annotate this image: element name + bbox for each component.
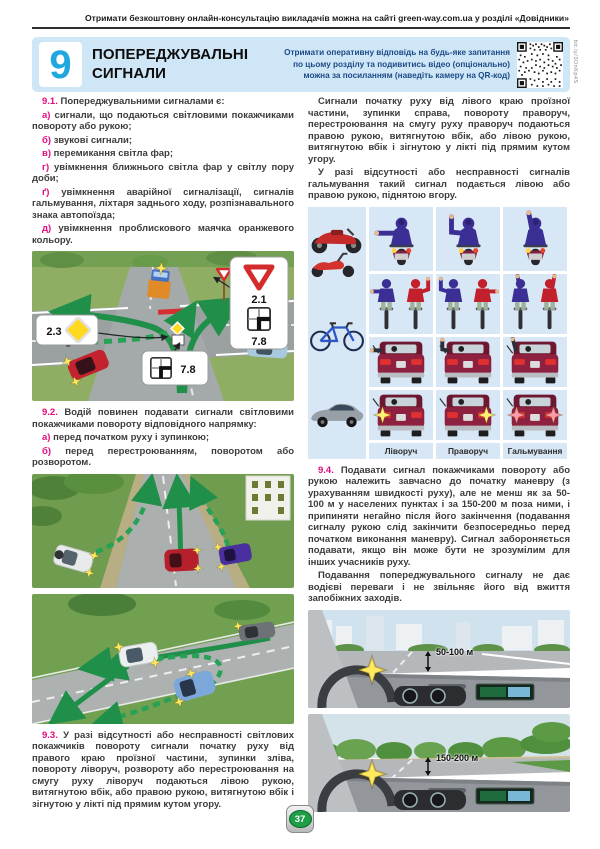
sign-label-7-8: 7.8 <box>180 364 196 376</box>
signal-cell-cyclists-right <box>436 274 500 334</box>
signal-label-left: Ліворуч <box>369 443 433 459</box>
signal-cell-cyclists-left <box>369 274 433 334</box>
top-note-text: Отримати безкоштовну онлайн-консультацію викладачів можна на сайті <box>85 13 399 23</box>
signal-cell-car-blinker-right <box>436 390 500 440</box>
qr-link-vertical: bit.ly/3OnKp4S <box>572 40 578 84</box>
top-note-site: green-way.com.ua <box>398 13 473 23</box>
para-9-1-item-g2: ґ) увімкнення аварійної сигналізації, сигналів гальмування, ліхтаря заднього ходу, розпізнавального знака автопоїзда; <box>32 186 294 221</box>
signal-cell-car-brakelights <box>503 390 567 440</box>
para-number: 9.1. <box>42 96 58 107</box>
signal-cell-moto-left <box>369 207 433 271</box>
fig-junction-turns <box>32 594 294 724</box>
car-icon <box>308 373 366 454</box>
para-9-1-item-g: г) увімкнення ближнього світла фар у світлу пору доби; <box>32 161 294 184</box>
fig-roadside-maneuvers <box>32 474 294 588</box>
para-9-4: 9.4. Подавати сигнал покажчиками повороту або рукою належить завчасно до початку маневру (з урахуванням швидкості руху), але не менш як за 50-100 м у населених пунктах і за 150-200 м поза ними, і припиняти негайно після його закінчення (подавання сигналу рукою слід закінчити безпосередньо перед початком виконання маневру). Сигнал забороняється подавати, якщо він може бути не зрозумілим для інших учасників руху. <box>308 464 571 568</box>
main-road-direction-sign-7-8 <box>248 308 270 330</box>
fig-intersection-signs <box>32 251 294 401</box>
motorcycle-icon <box>308 211 366 292</box>
signal-cell-cyclists-brake <box>503 274 567 334</box>
page-number-badge <box>286 805 314 833</box>
sign-label-2-1: 2.1 <box>251 294 267 306</box>
fig-dashboard-country <box>308 714 570 812</box>
signal-cell-car-arm-brake <box>503 337 567 387</box>
signal-cell-car-blinker-left <box>369 390 433 440</box>
chapter-title-line1: ПОПЕРЕДЖУВАЛЬНІ <box>92 46 249 63</box>
signal-cell-car-arm-left <box>369 337 433 387</box>
chapter-header <box>32 37 570 92</box>
top-note <box>85 13 569 23</box>
para-9-2-item-a: а) перед початком руху і зупинкою; <box>42 432 210 443</box>
para-9-1-item-v: в) перемикання світла фар; <box>42 148 174 159</box>
chapter-title <box>92 45 248 83</box>
sign-label-2-3: 2.3 <box>46 326 62 338</box>
para-no-advantage: Подавання попереджувального сигналу не дає водієві переваги і не звільняє його від вжиття запобіжних заходів. <box>308 570 570 604</box>
qr-note <box>284 47 510 82</box>
para-9-2-intro: 9.2. Водій повинен подавати сигнали світловими покажчиками повороту відповідного напрямку: <box>32 407 295 430</box>
bicycle-icon <box>308 292 366 373</box>
signal-cell-moto-brake <box>503 207 567 271</box>
qr-code-icon <box>517 42 563 88</box>
column-right <box>308 96 570 818</box>
para-9-1-intro: 9.1. Попереджувальними сигналами є: <box>42 96 225 107</box>
signal-label-brake: Гальмування <box>503 443 567 459</box>
building <box>246 476 290 520</box>
para-9-3: 9.3. У разі відсутності або несправності світлових покажчиків повороту сигнали початку руху від правого краю проїзної частини, зупинки зліва, повороту ліворуч, розвороту або перестроювання на смугу руху ліворуч подаються лівою рукою, витягнутою вбік, або правою рукою, витягнутою вбік і зігнутою у лікті під прямим кутом угору. <box>32 729 295 810</box>
signal-cell-moto-right <box>436 207 500 271</box>
para-hand-signals-right: Сигнали початку руху від лівого краю проїзної частини, зупинки справа, повороту праворуч, перестроювання на смугу руху праворуч подаються правою рукою, витягнутою вбік, або лівою рукою, витягнутою вбік і зігнутою у лікті під прямим кутом угору. <box>308 96 570 165</box>
top-rule <box>32 27 570 29</box>
main-road-direction-sign-7-8 <box>151 358 171 378</box>
para-9-1-item-d: д) увімкнення проблискового маячка оранжевого кольору. <box>32 223 294 246</box>
fig-dashboard-city <box>308 610 570 708</box>
chapter-number: 9 <box>49 42 72 87</box>
chapter-number-box <box>39 42 82 87</box>
qr-note-line3: можна за посиланням (наведіть камеру на QR-код) <box>303 71 510 80</box>
page-number: 37 <box>294 813 306 825</box>
vehicle-column <box>308 207 366 459</box>
para-9-2-item-b: б) перед перестроюванням, поворотом або розворотом. <box>32 445 294 468</box>
column-left <box>32 96 294 818</box>
top-note-suffix: у розділі «Довідники» <box>472 13 569 23</box>
chapter-title-line2: СИГНАЛИ <box>92 65 166 82</box>
qr-note-line1: Отримати оперативну відповідь на будь-яке запитання <box>284 48 510 57</box>
qr-note-line2: по цьому розділу та подивитись відео (опціонально) <box>293 59 510 69</box>
para-9-1-item-b: б) звукові сигнали; <box>42 134 132 146</box>
signal-table <box>308 207 567 459</box>
signal-cell-car-arm-right <box>436 337 500 387</box>
page-number-lens <box>289 810 312 828</box>
para-brake-signal: У разі відсутності або несправності сигналів гальмування такий сигнал подається лівою або правою рукою, піднятою вгору. <box>308 167 570 201</box>
sign-label-7-8b: 7.8 <box>251 336 267 348</box>
signal-label-right: Праворуч <box>436 443 500 459</box>
para-9-1-item-a: а) сигнали, що подаються світловими покажчиками повороту або рукою; <box>32 109 295 132</box>
